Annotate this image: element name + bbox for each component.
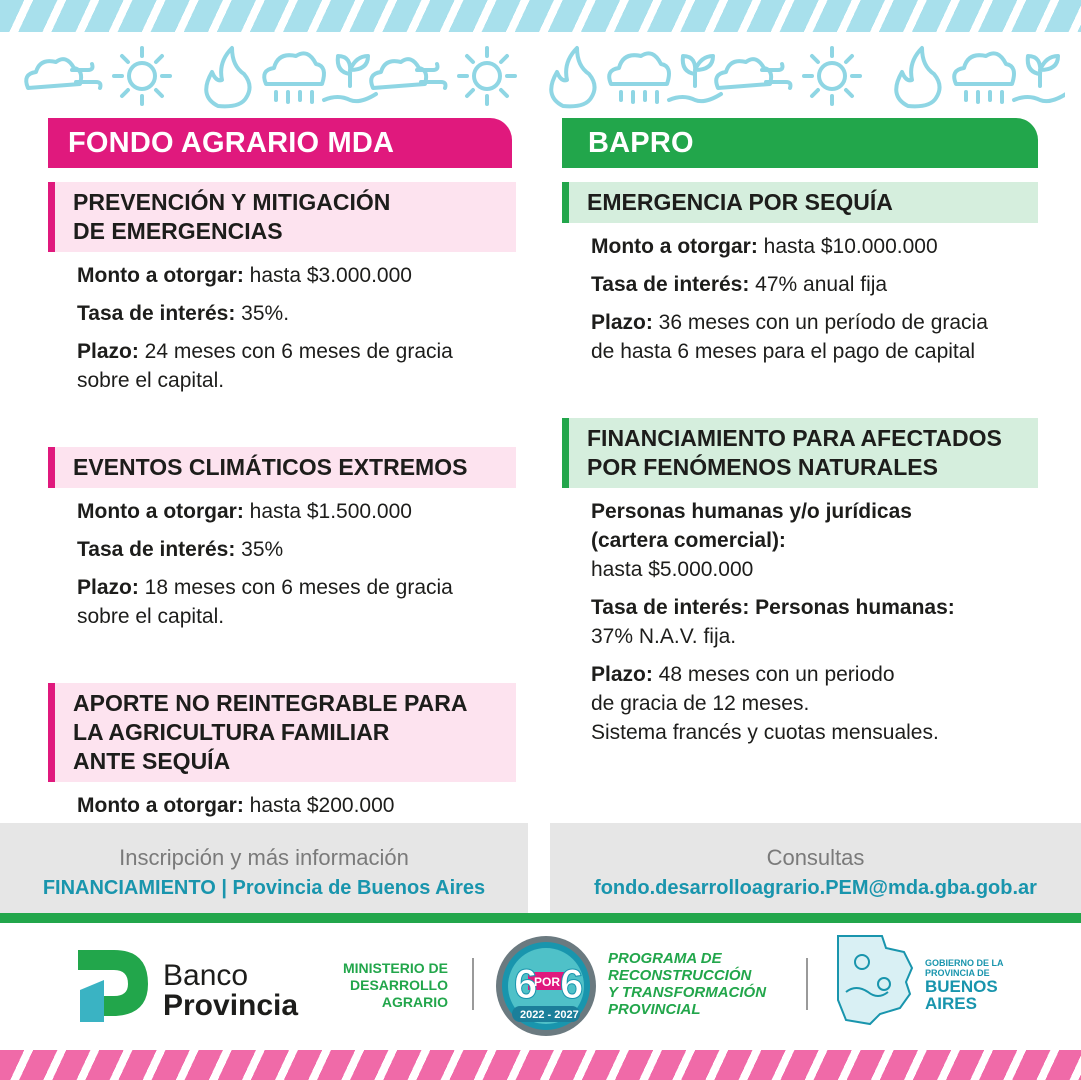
contact-email-link[interactable]: fondo.desarrolloagrario.PEM@mda.gba.gob.ar [594,877,1037,899]
section-heading-prevencion: PREVENCIÓN Y MITIGACIÓN DE EMERGENCIAS [48,182,516,252]
tasa-prevencion: Tasa de interés: 35%. [77,302,290,325]
ministerio-logo: MINISTERIO DE DESARROLLO AGRARIO [342,960,448,1010]
rain-cloud-icon [609,53,669,102]
tasa-sequia: Tasa de interés: 47% anual fija [591,273,888,296]
monto-financiamiento: Personas humanas y/o jurídicas (cartera comercial): hasta $5.000.000 [591,500,912,581]
monto-sequia: Monto a otorgar: hasta $10.000.000 [591,235,938,258]
banco-provincia-logo: Banco Provincia [163,959,299,1022]
contact-info-box [550,823,1081,913]
bapro-header: BAPRO [562,118,1038,168]
footer-logos [0,930,1081,1040]
wind-cloud-icon [26,59,100,88]
fondo-agrario-column [48,118,516,820]
top-decorative-stripes [0,0,1081,32]
tasa-eventos: Tasa de interés: 35% [77,538,284,561]
monto-aporte: Monto a otorgar: hasta $200.000 [77,794,395,817]
contact-label: Consultas [766,845,865,870]
badge-por: POR [534,975,561,989]
section-heading-sequia: EMERGENCIA POR SEQUÍA [562,182,1038,223]
fire-icon [896,48,939,106]
tasa-financiamiento: Tasa de interés: Personas humanas: 37% N.A.V. fija. [591,596,955,648]
monto-prevencion: Monto a otorgar: hasta $3.000.000 [77,264,412,287]
weather-icon-row [20,40,1065,110]
fire-icon [206,48,249,106]
programa-title: PROGRAMA DE RECONSTRUCCIÓN Y TRANSFORMACIÓN PROVINCIAL [608,950,767,1018]
badge-6-right: 6 [560,960,584,1007]
hand-plant-icon [324,56,376,101]
rain-cloud-icon [264,53,324,102]
wind-cloud-icon [371,59,445,88]
fondo-agrario-header: FONDO AGRARIO MDA [48,118,512,168]
plazo-eventos: Plazo: 18 meses con 6 meses de gracia sobre el capital. [77,576,453,628]
sun-icon [804,48,860,104]
bapro-column [562,118,1038,747]
section-heading-aporte: APORTE NO REINTEGRABLE PARA LA AGRICULTURA FAMILIAR ANTE SEQUÍA [48,683,516,782]
buenos-aires-province-map-icon [832,932,918,1032]
bottom-decorative-stripes [0,1050,1081,1080]
registration-label: Inscripción y más información [119,845,409,870]
wind-cloud-icon [716,59,790,88]
financiamiento-link[interactable]: FINANCIAMIENTO | Provincia de Buenos Aires [42,877,486,899]
banco-provincia-logo-icon [78,950,150,1024]
gobierno-buenos-aires-logo: GOBIERNO DE LA PROVINCIA DE BUENOS AIRES [925,958,1004,1013]
registration-info-box [0,823,528,913]
sun-icon [459,48,515,104]
hand-plant-icon [1014,56,1065,101]
6-por-6-badge-icon [490,932,602,1040]
footer-separator [806,958,808,1010]
sun-icon [114,48,170,104]
section-heading-eventos: EVENTOS CLIMÁTICOS EXTREMOS [48,447,516,488]
hand-plant-icon [669,56,721,101]
plazo-sequia: Plazo: 36 meses con un período de gracia de hasta 6 meses para el pago de capital [591,311,988,363]
section-heading-financiamiento: FINANCIAMIENTO PARA AFECTADOS POR FENÓMENOS NATURALES [562,418,1038,488]
monto-eventos: Monto a otorgar: hasta $1.500.000 [77,500,412,523]
badge-6-left: 6 [514,960,538,1007]
rain-cloud-icon [954,53,1014,102]
badge-years: 2022 - 2027 [520,1009,579,1021]
footer-separator [472,958,474,1010]
plazo-financiamiento: Plazo: 48 meses con un periodo de gracia de 12 meses. Sistema francés y cuotas mensuales. [591,663,939,744]
footer-divider [0,913,1081,923]
plazo-prevencion: Plazo: 24 meses con 6 meses de gracia sobre el capital. [77,340,453,392]
fire-icon [551,48,594,106]
